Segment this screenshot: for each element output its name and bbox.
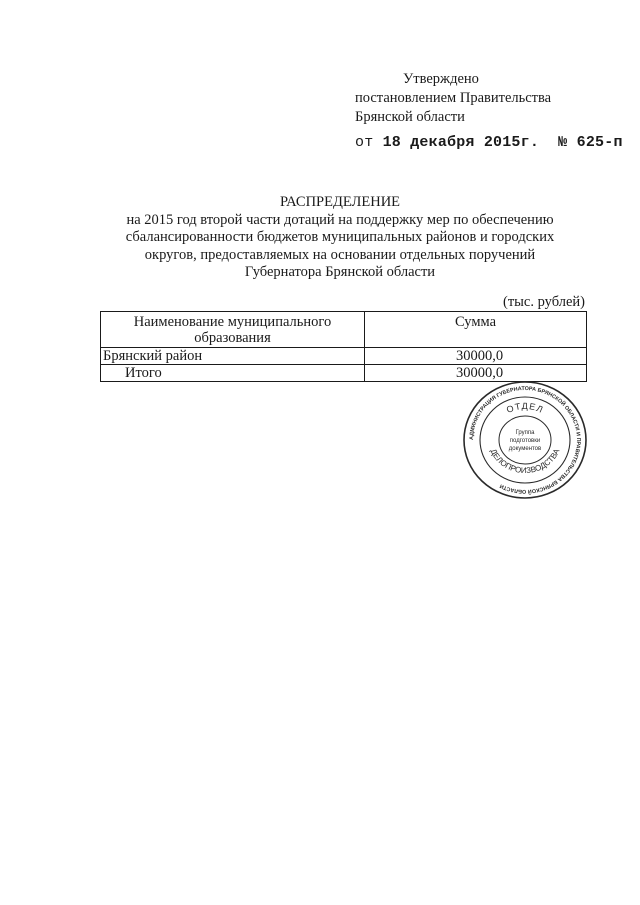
units-label: (тыс. рублей) [503, 294, 585, 310]
municipality-name-cell: Брянский район [101, 348, 365, 365]
document-subtitle-line: на 2015 год второй части дотаций на поддержку мер по обеспечению [126, 211, 554, 228]
order-number: № 625-п [558, 134, 623, 151]
stamp-svg [462, 380, 588, 500]
table-header-row [101, 312, 587, 348]
column-header-municipality-line2: образования [194, 330, 271, 346]
document-title [100, 194, 580, 282]
order-date: 18 декабря 2015г. [382, 134, 540, 151]
approval-line-resolution: постановлением Правительства [355, 90, 552, 106]
approval-line-region: Брянской области [355, 109, 465, 125]
order-line [355, 133, 625, 152]
column-header-amount: Сумма [365, 312, 587, 348]
total-amount-cell: 30000,0 [365, 365, 587, 382]
stamp-department-text: ОТДЕЛ [504, 400, 546, 416]
official-stamp-seal [462, 380, 588, 500]
total-label-cell: Итого [101, 365, 365, 382]
table-row [101, 348, 587, 365]
document-subtitle-line: округов, предоставляемых на основании отдельных поручений [144, 246, 536, 263]
stamp-outer-text: АДМИНИСТРАЦИЯ ГУБЕРНАТОРА БРЯНСКОЙ ОБЛАСТИ И ПРАВИТЕЛЬСТВА БРЯНСКОЙ ОБЛАСТИ [468, 385, 582, 495]
document-subtitle-line: Губернатора Брянской области [244, 264, 436, 280]
document-subtitle-line: сбалансированности бюджетов муниципальных районов и городских [125, 229, 555, 245]
column-header-municipality [101, 312, 365, 348]
stamp-division-text: ДЕЛОПРОИЗВОДСТВА [488, 447, 562, 476]
approval-line-approved: Утверждено [403, 71, 479, 87]
table-row-total [101, 365, 587, 382]
stamp-center-line: подготовки [509, 438, 541, 444]
column-header-municipality-line1: Наименование муниципального [133, 314, 332, 330]
amount-cell: 30000,0 [365, 348, 587, 365]
stamp-center-line: Группа [515, 430, 535, 436]
distribution-table [100, 311, 587, 382]
stamp-center-line: документов [508, 446, 542, 452]
order-prefix: от [355, 134, 374, 151]
document-heading: РАСПРЕДЕЛЕНИЕ [279, 194, 401, 210]
approval-block [355, 70, 625, 152]
